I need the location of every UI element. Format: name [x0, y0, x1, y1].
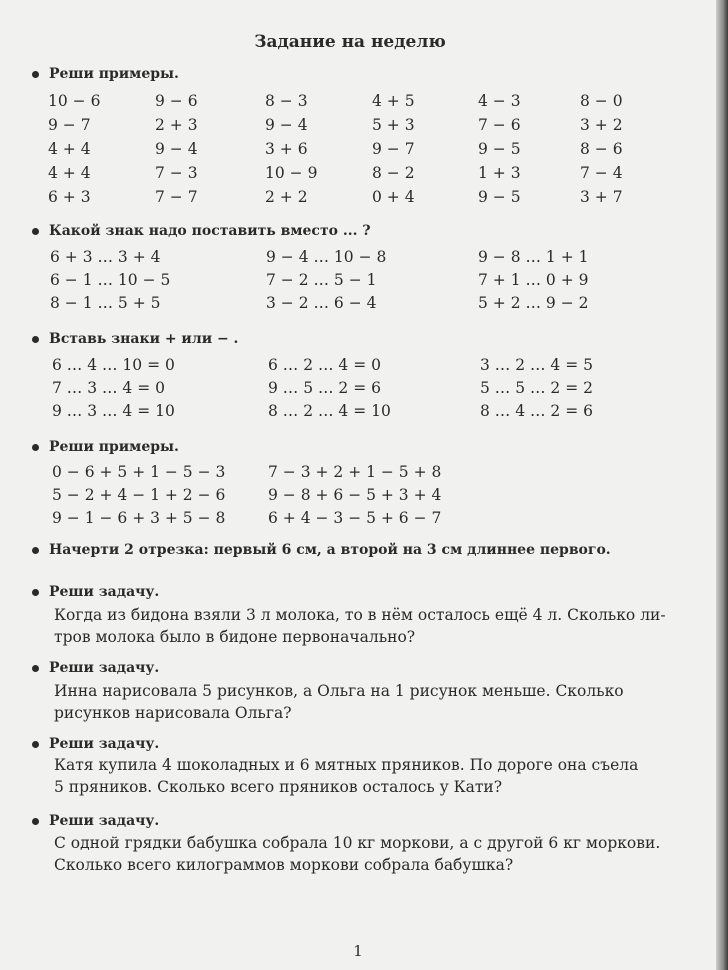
chain-example-cell: 0 − 6 + 5 + 1 − 5 − 3	[52, 463, 226, 481]
comparison-cell: 7 + 1 … 0 + 9	[478, 271, 589, 289]
comparison-cell: 9 − 4 … 10 − 8	[266, 248, 387, 266]
comparison-cell: 7 − 2 … 5 − 1	[266, 271, 377, 289]
example-cell: 9 − 7	[372, 140, 415, 158]
task3-text	[54, 754, 684, 798]
example-cell: 1 + 3	[478, 164, 521, 182]
bullet-icon	[32, 71, 39, 78]
chain-example-cell: 9 − 8 + 6 − 5 + 3 + 4	[268, 486, 442, 504]
task2-text	[54, 680, 684, 724]
example-cell: 8 − 0	[580, 92, 623, 110]
section5-heading: Начерти 2 отрезка: первый 6 см, а второй на 3 см длиннее первого.	[32, 542, 611, 558]
chain-example-cell: 5 − 2 + 4 − 1 + 2 − 6	[52, 486, 226, 504]
page-title: Задание на неделю	[254, 32, 446, 52]
page-number: 1	[353, 942, 363, 960]
comparison-cell: 3 − 2 … 6 − 4	[266, 294, 377, 312]
example-cell: 7 − 3	[155, 164, 198, 182]
comparison-cell: 6 + 3 … 3 + 4	[50, 248, 161, 266]
example-cell: 9 − 5	[478, 140, 521, 158]
sign-insert-cell: 6 … 4 … 10 = 0	[52, 356, 175, 374]
example-cell: 4 + 4	[48, 164, 91, 182]
chain-example-cell: 6 + 4 − 3 − 5 + 6 − 7	[268, 509, 442, 527]
example-cell: 10 − 9	[265, 164, 318, 182]
task3-line: 5 пряников. Сколько всего пряников осталось у Кати?	[54, 778, 503, 796]
bullet-icon	[32, 228, 39, 235]
task2-line: Инна нарисовала 5 рисунков, а Ольга на 1 рисунок меньше. Сколько	[54, 682, 624, 700]
sign-insert-cell: 5 … 5 … 2 = 2	[480, 379, 593, 397]
section2-heading: Какой знак надо поставить вместо ... ?	[32, 223, 371, 239]
example-cell: 3 + 2	[580, 116, 623, 134]
example-cell: 4 + 5	[372, 92, 415, 110]
example-cell: 9 − 5	[478, 188, 521, 206]
example-cell: 9 − 6	[155, 92, 198, 110]
section4-heading: Реши примеры.	[32, 439, 179, 455]
section1-heading: Реши примеры.	[32, 66, 179, 82]
section3-heading: Вставь знаки + или − .	[32, 331, 238, 347]
task4-heading: Реши задачу.	[32, 813, 159, 829]
example-cell: 5 + 3	[372, 116, 415, 134]
example-cell: 2 + 3	[155, 116, 198, 134]
task2-heading: Реши задачу.	[32, 660, 159, 676]
sign-insert-cell: 6 … 2 … 4 = 0	[268, 356, 381, 374]
task3-heading: Реши задачу.	[32, 736, 159, 752]
example-cell: 3 + 7	[580, 188, 623, 206]
bullet-icon	[32, 741, 39, 748]
sign-insert-cell: 9 … 5 … 2 = 6	[268, 379, 381, 397]
bullet-icon	[32, 589, 39, 596]
example-cell: 10 − 6	[48, 92, 101, 110]
task1-line: Когда из бидона взяли 3 л молока, то в нём осталось ещё 4 л. Сколько ли-	[54, 606, 666, 624]
example-cell: 7 − 4	[580, 164, 623, 182]
example-cell: 4 − 3	[478, 92, 521, 110]
task4-line: С одной грядки бабушка собрала 10 кг моркови, а с другой 6 кг моркови.	[54, 834, 661, 852]
example-cell: 0 + 4	[372, 188, 415, 206]
bullet-icon	[32, 444, 39, 451]
example-cell: 7 − 6	[478, 116, 521, 134]
sign-insert-cell: 7 … 3 … 4 = 0	[52, 379, 165, 397]
example-cell: 7 − 7	[155, 188, 198, 206]
bullet-icon	[32, 336, 39, 343]
task1-text	[54, 604, 684, 648]
example-cell: 3 + 6	[265, 140, 308, 158]
comparison-cell: 8 − 1 … 5 + 5	[50, 294, 161, 312]
bullet-icon	[32, 665, 39, 672]
chain-example-cell: 9 − 1 − 6 + 3 + 5 − 8	[52, 509, 226, 527]
example-cell: 6 + 3	[48, 188, 91, 206]
chain-example-cell: 7 − 3 + 2 + 1 − 5 + 8	[268, 463, 442, 481]
task2-line: рисунков нарисовала Ольга?	[54, 704, 292, 722]
task4-text	[54, 832, 684, 876]
bullet-icon	[32, 818, 39, 825]
sign-insert-cell: 8 … 2 … 4 = 10	[268, 402, 391, 420]
sign-insert-cell: 3 … 2 … 4 = 5	[480, 356, 593, 374]
task1-heading: Реши задачу.	[32, 584, 159, 600]
comparison-cell: 6 − 1 … 10 − 5	[50, 271, 171, 289]
bullet-icon	[32, 547, 39, 554]
example-cell: 9 − 4	[265, 116, 308, 134]
comparison-cell: 9 − 8 … 1 + 1	[478, 248, 589, 266]
task1-line: тров молока было в бидоне первоначально?	[54, 628, 416, 646]
example-cell: 8 − 3	[265, 92, 308, 110]
example-cell: 9 − 7	[48, 116, 91, 134]
example-cell: 8 − 2	[372, 164, 415, 182]
example-cell: 9 − 4	[155, 140, 198, 158]
task4-line: Сколько всего килограммов моркови собрала бабушка?	[54, 856, 514, 874]
sign-insert-cell: 9 … 3 … 4 = 10	[52, 402, 175, 420]
example-cell: 4 + 4	[48, 140, 91, 158]
task3-line: Катя купила 4 шоколадных и 6 мятных пряников. По дороге она съела	[54, 756, 639, 774]
example-cell: 8 − 6	[580, 140, 623, 158]
example-cell: 2 + 2	[265, 188, 308, 206]
comparison-cell: 5 + 2 … 9 − 2	[478, 294, 589, 312]
sign-insert-cell: 8 … 4 … 2 = 6	[480, 402, 593, 420]
page-edge-shadow	[716, 0, 728, 970]
